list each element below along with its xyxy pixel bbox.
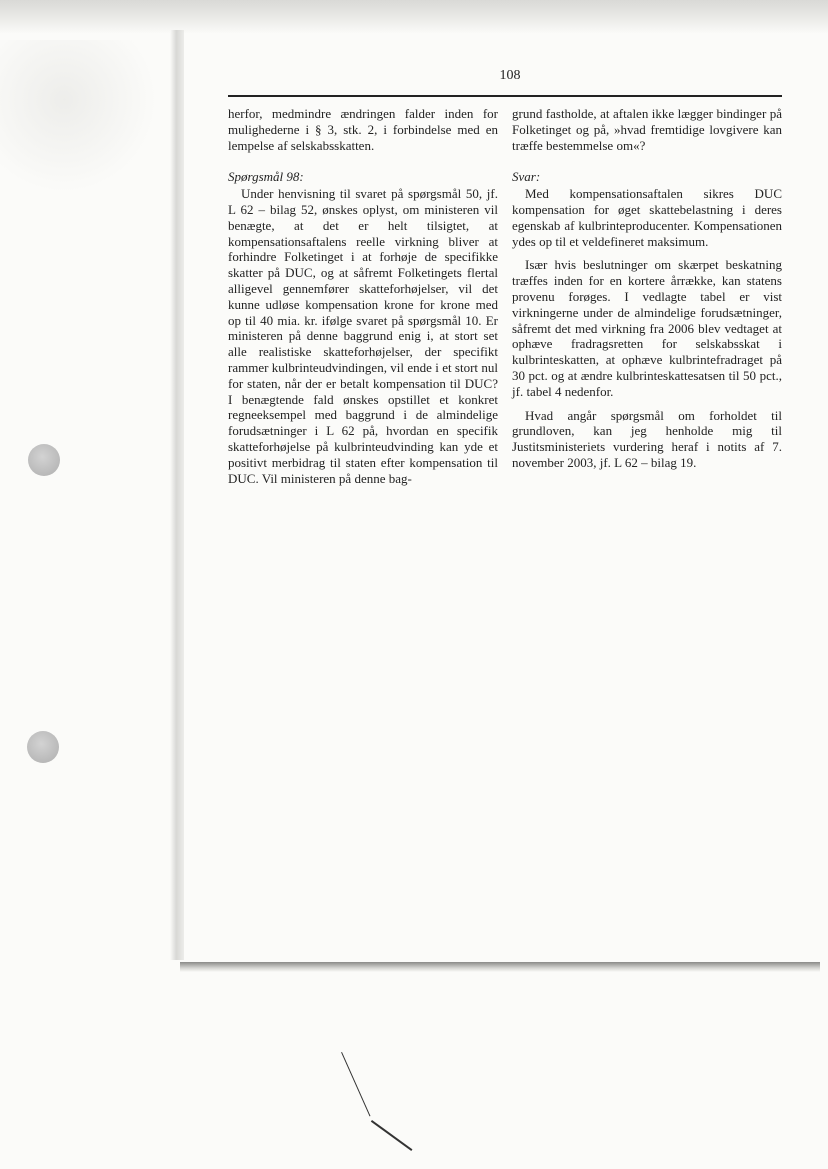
answer-paragraph: Hvad angår spørgsmål om forholdet til grundloven, kan jeg henholde mig til Justitsministeriets vurdering heraf i notits af 7. november 2003, jf. L 62 – bilag 19. xyxy=(512,407,782,470)
answer-paragraph: Især hvis beslutninger om skærpet beskatning træffes inden for en kortere årrække, kan statens provenu forøges. I vedlagte tabel er vist virkningerne under de almindelige forudsætninger, såfremt det med virkning fra 2006 blev vedtaget at ophæve fradragsretten for selskabsskat i kulbrinteskatten, at ophæve kulbrintefradraget på 30 pct. og at ændre kulbrinteskattesatsen til 50 pct., jf. tabel 4 nedenfor. xyxy=(512,257,782,399)
question-text: Under henvisning til svaret på spørgsmål 50, jf. L 62 – bilag 52, ønskes oplyst, om ministeren vil benægte, at det er helt tilsigtet, at kompensationsaftalens reelle virkning bliver at forhindre Folketinget i at forhøje de specifikke skatter på DUC, og at såfremt Folketingets flertal alligevel gennemfører skatteforhøjelser, vil det kunne udløse kompensation krone for krone med op til 40 mia. kr. ifølge svaret på spørgsmål 10. Er ministeren på denne baggrund enig i, at stort set alle realistiske skatteforhøjelser, der specifikt rammer kulbrinteudvindingen, vil ende i et stort nul for staten, når der er betalt kompensation til DUC? I benægtende fald ønskes opstillet et konkret regneeksempel med baggrund i de almindelige forudsætninger i L 62 på, hvordan en specifik skatteforhøjelse på kulbrinteudvinding kan yde et positivt merbidrag til staten efter kompensation til DUC. Vil ministeren på denne bag- xyxy=(228,186,498,486)
header-rule xyxy=(228,95,782,97)
question-heading: Spørgsmål 98: xyxy=(228,169,304,185)
answer-heading: Svar: xyxy=(512,169,541,185)
answer-paragraph: Med kompensationsaftalen sikres DUC kompensation for øget skattebelastning i deres egenskab af kulbrinteproducenter. Kompensationen ydes op til et veldefineret maksimum. xyxy=(512,186,782,249)
punch-hole-icon xyxy=(28,444,60,476)
left-column xyxy=(228,106,498,486)
scan-speckle xyxy=(0,40,160,190)
scan-bottom-edge xyxy=(180,962,820,972)
page-number: 108 xyxy=(499,68,521,83)
scan-top-shadow xyxy=(0,0,828,34)
right-column xyxy=(512,106,782,471)
scan-left-edge xyxy=(170,30,184,960)
pen-stroke xyxy=(371,1120,413,1151)
punch-hole-icon xyxy=(27,731,59,763)
pen-stroke xyxy=(341,1052,371,1117)
right-continuation-text: grund fastholde, at aftalen ikke lægger bindinger på Folketinget og på, »hvad fremtidige lovgivere kan træffe bestemmelse om«? xyxy=(512,106,782,153)
left-continuation-text: herfor, medmindre ændringen falder inden for mulighederne i § 3, stk. 2, i forbindelse med en lempelse af selskabsskatten. xyxy=(228,106,498,153)
